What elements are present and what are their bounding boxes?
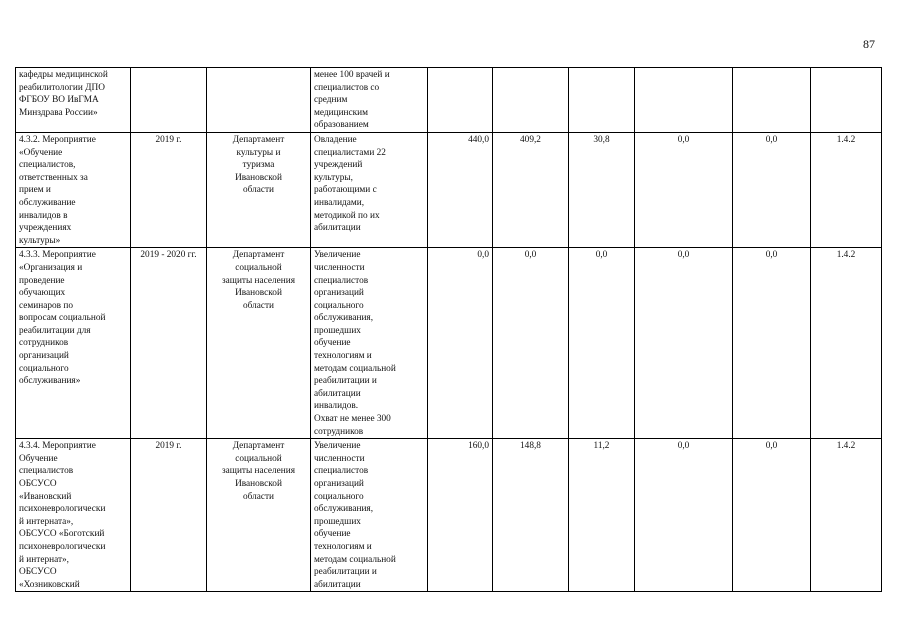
code-cell <box>811 68 882 133</box>
period-cell: 2019 - 2020 гг. <box>131 248 207 439</box>
result-cell: Овладение специалистами 22 учреждений культуры, работающими с инвалидами, методикой по их абилитации <box>311 132 428 247</box>
period-cell <box>131 68 207 133</box>
value-4-cell: 0,0 <box>635 439 733 592</box>
value-4-cell <box>635 68 733 133</box>
activity-name-cell: 4.3.3. Мероприятие «Организация и проведение обучающих семинаров по вопросам социальной реабилитации для сотрудников организаций социального обслуживания» <box>16 248 131 439</box>
value-5-cell: 0,0 <box>733 439 811 592</box>
activity-name-cell: кафедры медицинской реабилитологии ДПО ФГБОУ ВО ИвГМА Минздрава России» <box>16 68 131 133</box>
code-cell: 1.4.2 <box>811 248 882 439</box>
table-row <box>16 248 882 439</box>
code-cell: 1.4.2 <box>811 132 882 247</box>
code-cell: 1.4.2 <box>811 439 882 592</box>
value-2-cell: 409,2 <box>493 132 569 247</box>
program-activities-table <box>15 67 882 592</box>
value-2-cell <box>493 68 569 133</box>
value-5-cell <box>733 68 811 133</box>
executor-cell: Департамент социальной защиты населения Ивановской области <box>207 439 311 592</box>
value-1-cell <box>428 68 493 133</box>
page-number: 87 <box>863 37 875 51</box>
period-cell: 2019 г. <box>131 132 207 247</box>
executor-cell: Департамент культуры и туризма Ивановской области <box>207 132 311 247</box>
value-3-cell: 11,2 <box>569 439 635 592</box>
table-row <box>16 132 882 247</box>
executor-cell <box>207 68 311 133</box>
table-row <box>16 439 882 592</box>
value-3-cell <box>569 68 635 133</box>
value-1-cell: 0,0 <box>428 248 493 439</box>
period-cell: 2019 г. <box>131 439 207 592</box>
result-cell: менее 100 врачей и специалистов со средним медицинским образованием <box>311 68 428 133</box>
activity-name-cell: 4.3.2. Мероприятие «Обучение специалистов, ответственных за прием и обслуживание инвалидов в учреждениях культуры» <box>16 132 131 247</box>
result-cell: Увеличение численности специалистов организаций социального обслуживания, прошедших обучение технологиям и методам социальной реабилитации и абилитации инвалидов. Охват не менее 300 сотрудников <box>311 248 428 439</box>
value-3-cell: 30,8 <box>569 132 635 247</box>
value-1-cell: 440,0 <box>428 132 493 247</box>
table-row <box>16 68 882 133</box>
value-5-cell: 0,0 <box>733 132 811 247</box>
value-4-cell: 0,0 <box>635 248 733 439</box>
activity-name-cell: 4.3.4. Мероприятие Обучение специалистов ОБСУСО «Ивановский психоневрологически й интерната», ОБСУСО «Боготский психоневрологически й интернат», ОБСУСО «Хозниковский <box>16 439 131 592</box>
value-2-cell: 0,0 <box>493 248 569 439</box>
executor-cell: Департамент социальной защиты населения Ивановской области <box>207 248 311 439</box>
value-3-cell: 0,0 <box>569 248 635 439</box>
value-2-cell: 148,8 <box>493 439 569 592</box>
result-cell: Увеличение численности специалистов организаций социального обслуживания, прошедших обучение технологиям и методам социальной реабилитации и абилитации <box>311 439 428 592</box>
value-5-cell: 0,0 <box>733 248 811 439</box>
value-4-cell: 0,0 <box>635 132 733 247</box>
value-1-cell: 160,0 <box>428 439 493 592</box>
